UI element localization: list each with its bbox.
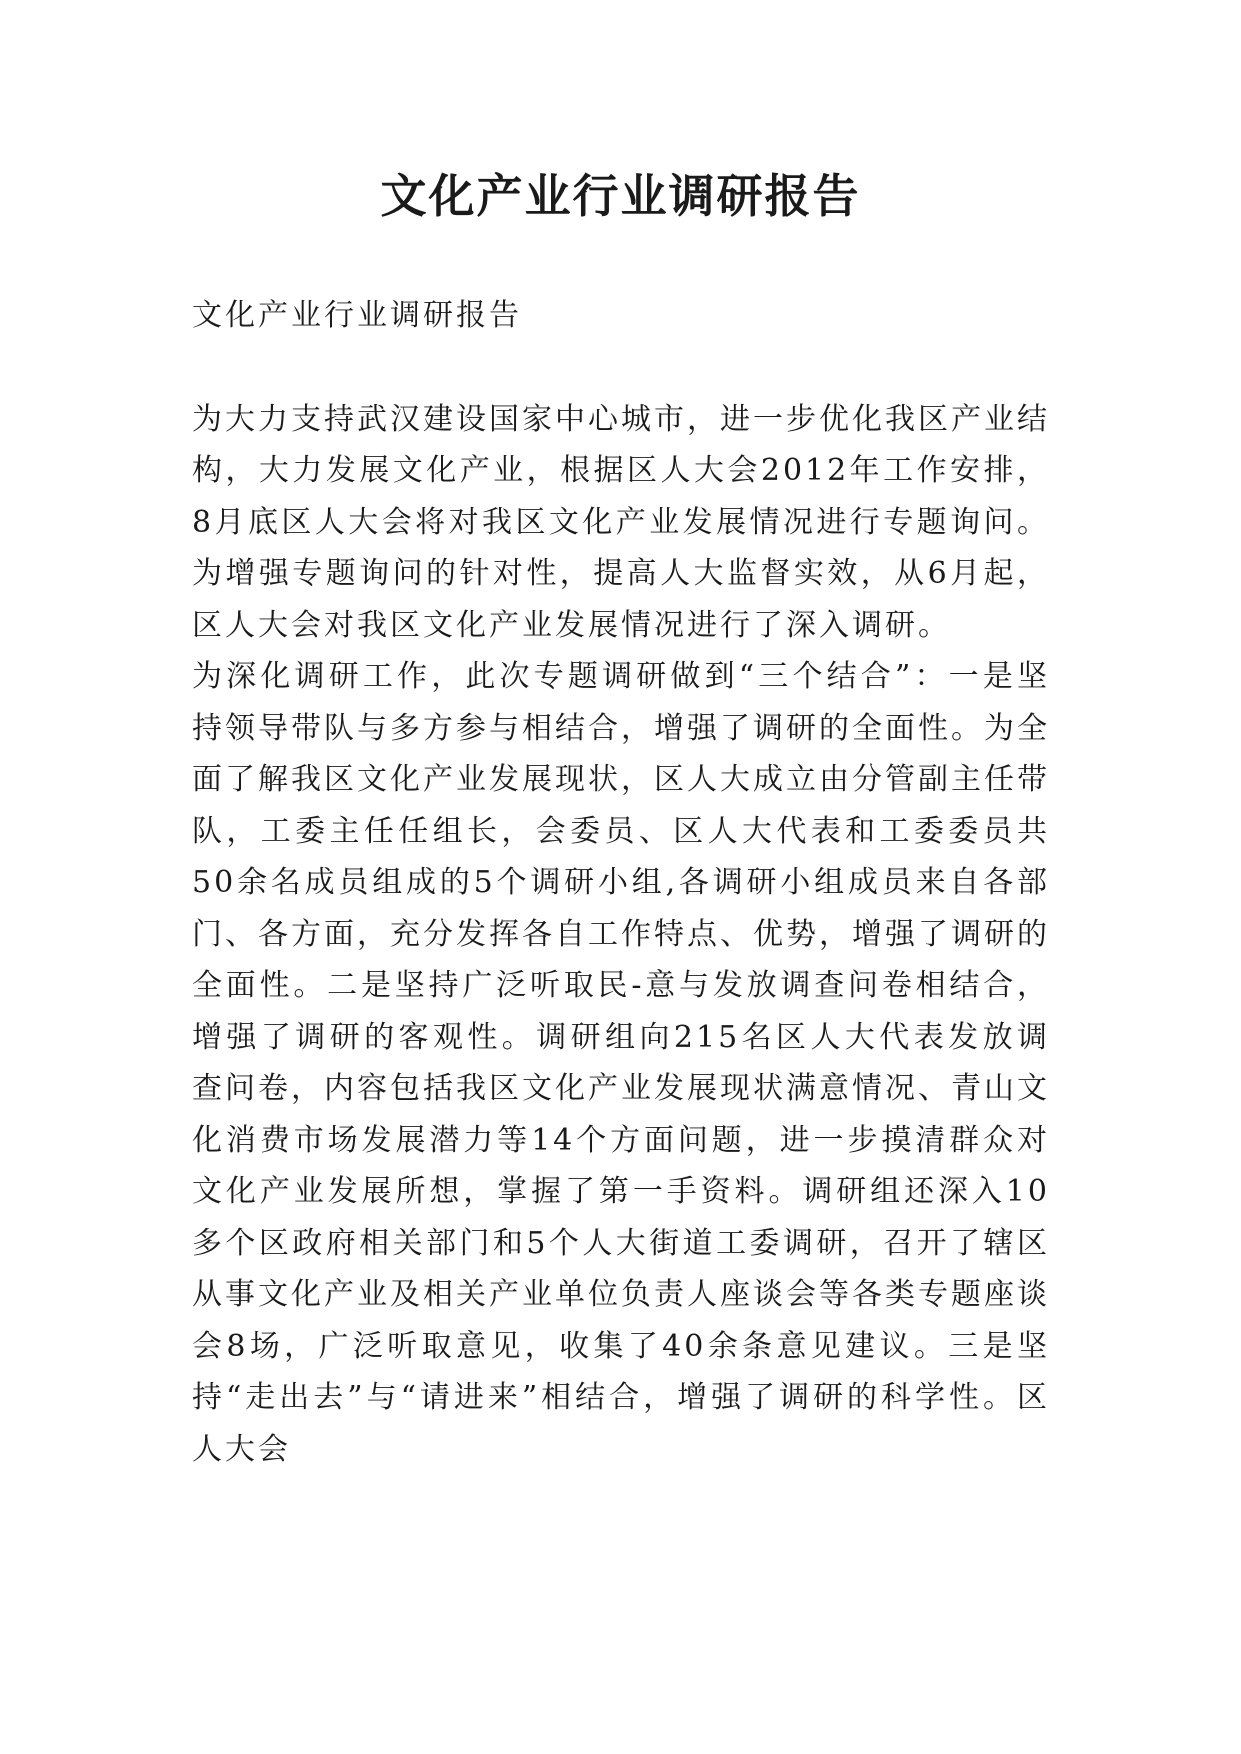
paragraph-2: 为深化调研工作，此次专题调研做到“三个结合”：一是坚持领导带队与多方参与相结合，增强了调研的全面性。为全面了解我区文化产业发展现状，区人大成立由分管副主任带队，工委主任任组长，会委员、区人大代表和工委委员共50余名成员组成的5个调研小组,各调研小组成员来自各部门、各方面，充分发挥各自工作特点、优势，增强了调研的全面性。二是坚持广泛听取民-意与发放调查问卷相结合，增强了调研的客观性。调研组向215名区人大代表发放调查问卷，内容包括我区文化产业发展现状满意情况、青山文化消费市场发展潜力等14个方面问题，进一步摸清群众对文化产业发展所想，掌握了第一手资料。调研组还深入10多个区政府相关部门和5个人大街道工委调研，召开了辖区从事文化产业及相关产业单位负责人座谈会等各类专题座谈会8场，广泛听取意见，收集了40余条意见建议。三是坚持“走出去”与“请进来”相结合，增强了调研的科学性。区人大会 bbox=[192, 659, 1050, 1467]
document-subtitle: 文化产业行业调研报告 bbox=[192, 298, 522, 333]
document-body bbox=[192, 290, 1050, 1475]
document-title: 文化产业行业调研报告 bbox=[380, 169, 861, 223]
paragraph-1: 为大力支持武汉建设国家中心城市，进一步优化我区产业结构，大力发展文化产业，根据区人大会2012年工作安排，8月底区人大会将对我区文化产业发展情况进行专题询问。为增强专题询问的针对性，提高人大监督实效，从6月起，区人大会对我区文化产业发展情况进行了深入调研。 bbox=[192, 401, 1050, 643]
